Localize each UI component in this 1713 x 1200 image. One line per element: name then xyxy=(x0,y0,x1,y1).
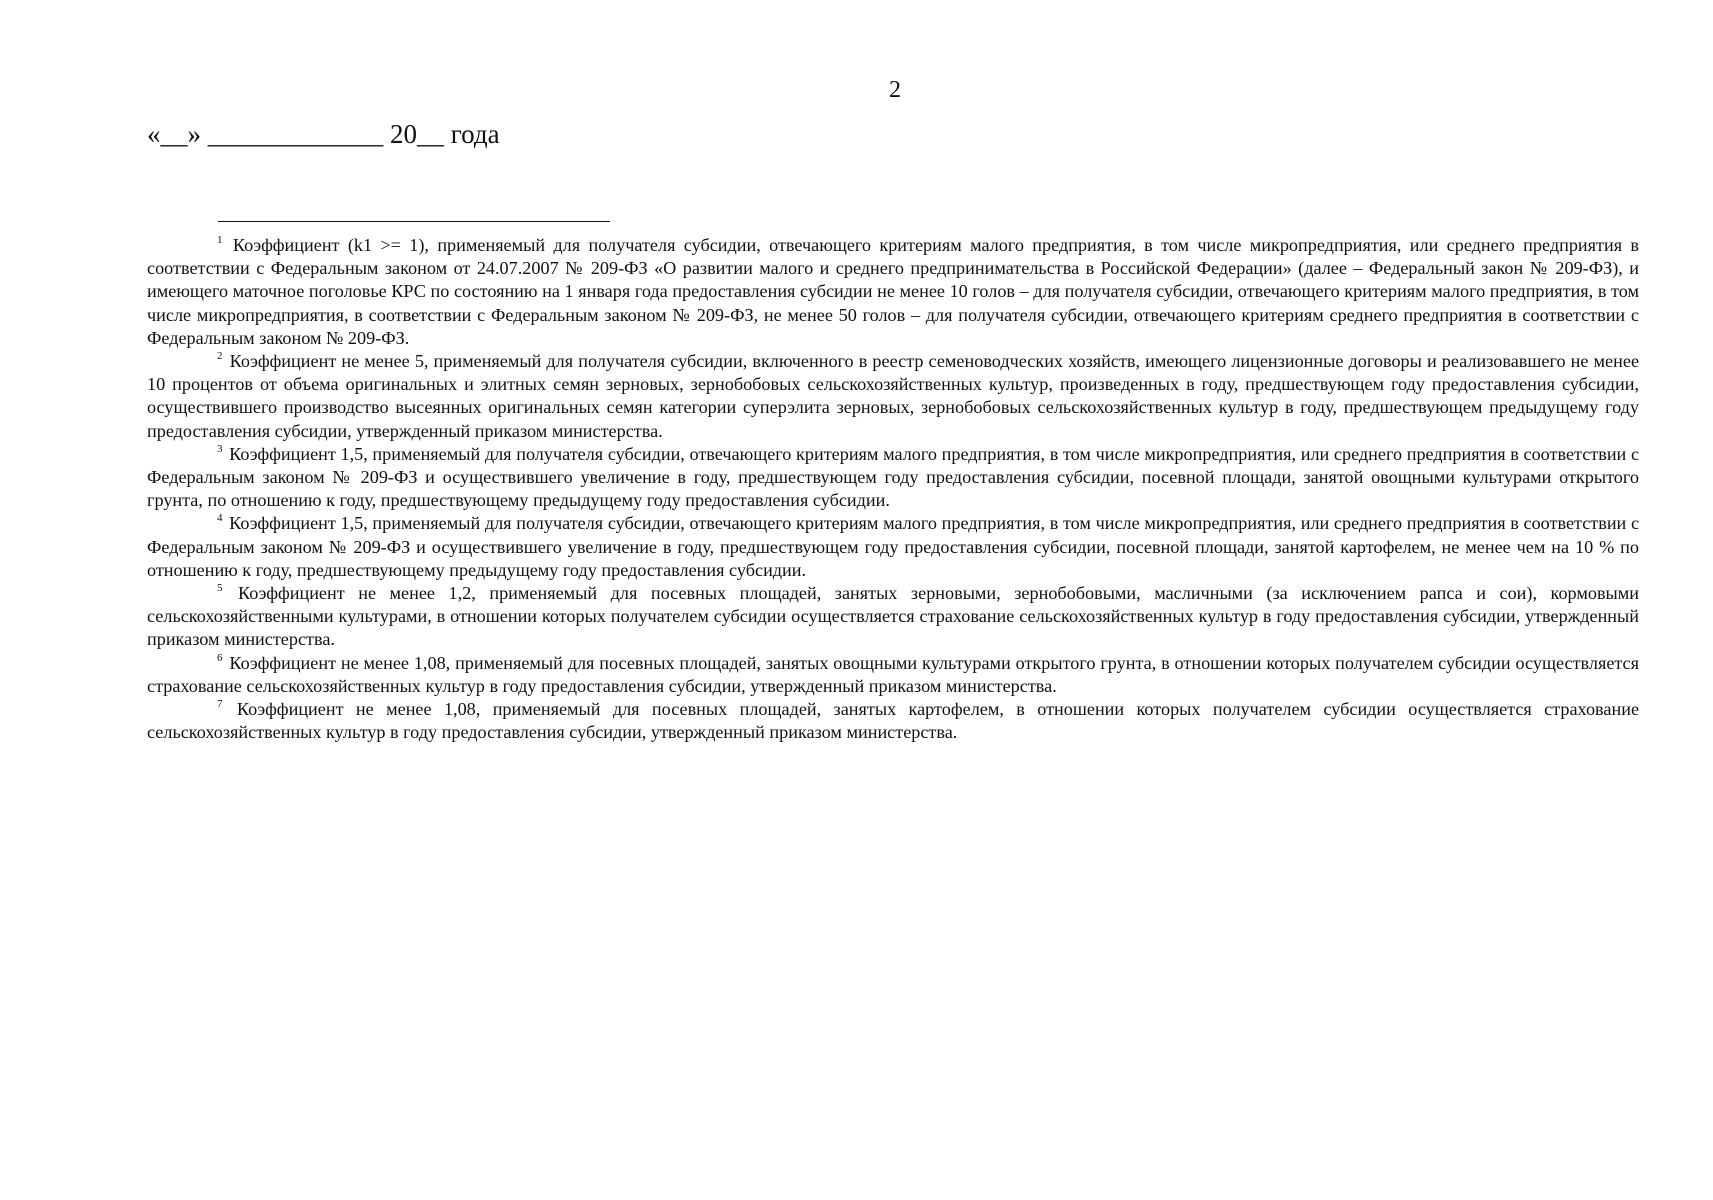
footnote-text: Коэффициент не менее 5, применяемый для получателя субсидии, включенного в реестр семеноводческих хозяйств, имеющего лицензионные договоры и реализовавшего не менее 10 процентов от объема оригинальных и элитных семян зерновых, зернобобовых сельскохозяйственных культур, произведенных в году, предшествующем году предоставления субсидии, осуществившего производство высеянных оригинальных семян категории суперэлита зерновых, зернобобовых сельскохозяйственных культур в году, предшествующем предыдущему году предоставления субсидии, утвержденный приказом министерства. xyxy=(147,351,1640,441)
footnote-marker: 6 xyxy=(217,651,223,664)
footnote-6 xyxy=(147,652,1639,698)
footnote-text: Коэффициент не менее 1,08, применяемый для посевных площадей, занятых овощными культурами открытого грунта, в отношении которых получателем субсидии осуществляется страхование сельскохозяйственных культур в году предоставления субсидии, утвержденный приказом министерства. xyxy=(147,652,1639,696)
footnote-2 xyxy=(147,350,1639,443)
footnote-text: Коэффициент 1,5, применяемый для получателя субсидии, отвечающего критериям малого предприятия, в том числе микропредприятия, или среднего предприятия в соответствии с Федеральным законом № 209-ФЗ и осуществившего увеличение в году, предшествующем году предоставления субсидии, посевной площади, занятой овощными культурами открытого грунта, по отношению к году, предшествующему предыдущему году предоставления субсидии. xyxy=(147,443,1640,511)
footnote-separator xyxy=(218,221,610,222)
footnote-marker: 7 xyxy=(217,698,223,711)
footnote-marker: 3 xyxy=(217,442,223,455)
footnote-marker: 2 xyxy=(217,350,223,363)
footnote-4 xyxy=(147,512,1639,582)
footnote-text: Коэффициент не менее 1,2, применяемый для посевных площадей, занятых зерновыми, зернобобовыми, масличными (за исключением рапса и сои), кормовыми сельскохозяйственными культурами, в отношении которых получателем субсидии осуществляется страхование сельскохозяйственных культур в году предоставления субсидии, утвержденный приказом министерства. xyxy=(147,583,1640,650)
footnote-1 xyxy=(147,234,1639,350)
footnote-marker: 5 xyxy=(217,582,223,595)
footnote-5 xyxy=(147,582,1639,652)
date-line: «__» _____________ 20__ года xyxy=(147,119,500,149)
footnote-text: Коэффициент не менее 1,08, применяемый для посевных площадей, занятых картофелем, в отношении которых получателем субсидии осуществляется страхование сельскохозяйственных культур в году предоставления субсидии, утвержденный приказом министерства. xyxy=(147,699,1640,743)
footnote-marker: 4 xyxy=(217,512,223,525)
footnote-text: Коэффициент (k1 >= 1), применяемый для получателя субсидии, отвечающего критериям малого предприятия, в том числе микропредприятия, или среднего предприятия в соответствии с Федеральным законом от 24.07.2007 № 209-ФЗ «О развитии малого и среднего предпринимательства в Российской Федерации» (далее – Федеральный закон № 209-ФЗ), и имеющего маточное поголовье КРС по состоянию на 1 января года предоставления субсидии не менее 10 голов – для получателя субсидии, отвечающего критериям малого предприятия, в том числе микропредприятия, в соответствии с Федеральным законом № 209-ФЗ, не менее 50 голов – для получателя субсидии, отвечающего критериям среднего предприятия в соответствии с Федеральным законом № 209-ФЗ. xyxy=(147,235,1639,348)
footnotes-section xyxy=(147,234,1639,744)
footnote-7 xyxy=(147,698,1639,744)
footnote-text: Коэффициент 1,5, применяемый для получателя субсидии, отвечающего критериям малого предприятия, в том числе микропредприятия, или среднего предприятия в соответствии с Федеральным законом № 209-ФЗ и осуществившего увеличение в году, предшествующем году предоставления субсидии, посевной площади, занятой картофелем, не менее чем на 10 % по отношению к году, предшествующему предыдущему году предоставления субсидии. xyxy=(147,513,1640,580)
page-number: 2 xyxy=(889,77,901,103)
footnote-3 xyxy=(147,443,1639,513)
footnote-marker: 1 xyxy=(217,234,223,246)
